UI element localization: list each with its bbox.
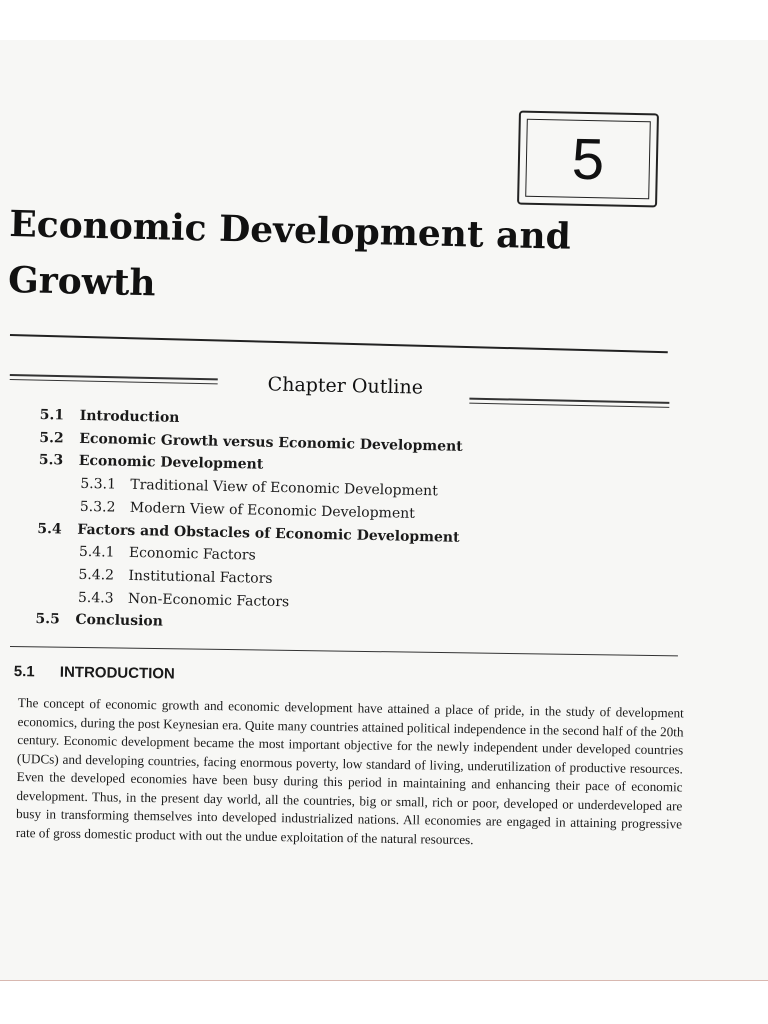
outline-item-label: Institutional Factors: [128, 567, 273, 587]
outline-item-label: Introduction: [79, 407, 180, 426]
outline-item-label: Conclusion: [75, 612, 164, 630]
outline-rule-left: [10, 374, 218, 384]
chapter-outline-list: [35, 404, 510, 641]
section-paragraph: The concept of economic growth and economic development have attained a place of pride, in the study of development economics, during the post Keynesian era. Quite many countries attained political independence in the second half of the 20th century. Economic development became the most important objective for the newly independent under developed countries (UDCs) and developing countries, facing enormous poverty, low standard of living, underutilization of productive resources. Even the developed economies have been busy during this period in maintaining and enhancing their pace of economic development. Thus, in the present day world, all the countries, big or small, rich or poor, developed or underdeveloped are busy in transforming themselves into developed industrialized nations. All economies are engaged in attaining progressive rate of gross domestic product with out the undue exploitation of the natural resources.: [15, 694, 684, 847]
outline-item-label: Economic Development: [78, 453, 264, 474]
outline-item-label: Factors and Obstacles of Economic Development: [77, 521, 460, 546]
outline-item-number: 5.4.1: [78, 544, 115, 561]
outline-item-label: Economic Factors: [128, 545, 256, 564]
outline-item-label: Non-Economic Factors: [127, 590, 290, 610]
outline-item-number: 5.2: [39, 429, 64, 447]
outline-item-label: Traditional View of Economic Development: [130, 477, 438, 500]
outline-item-number: 5.3: [38, 452, 64, 469]
outline-item-number: 5.3.1: [80, 475, 117, 493]
chapter-title: [7, 196, 649, 322]
chapter-number: 5: [525, 119, 651, 200]
outline-item-number: 5.4: [37, 520, 62, 537]
outline-item-number: 5.1: [39, 406, 65, 424]
chapter-number-box: [517, 111, 659, 208]
page-edge: [0, 980, 768, 981]
outline-item-number: 5.5: [35, 611, 61, 628]
outline-item-number: 5.3.2: [79, 498, 116, 516]
outline-item-number: 5.4.2: [78, 566, 115, 584]
chapter-outline-heading: Chapter Outline: [267, 373, 424, 399]
chapter-title-line2: Growth: [7, 258, 157, 305]
section-heading: [14, 663, 175, 683]
outline-item-label: Modern View of Economic Development: [129, 499, 415, 522]
section-title: INTRODUCTION: [59, 663, 175, 683]
section-number: 5.1: [13, 663, 35, 681]
outline-rule-right: [469, 398, 669, 408]
outline-item-number: 5.4.3: [77, 589, 114, 607]
chapter-title-line1: Economic Development and: [8, 202, 572, 258]
outline-item-label: Economic Growth versus Economic Development: [79, 430, 463, 455]
